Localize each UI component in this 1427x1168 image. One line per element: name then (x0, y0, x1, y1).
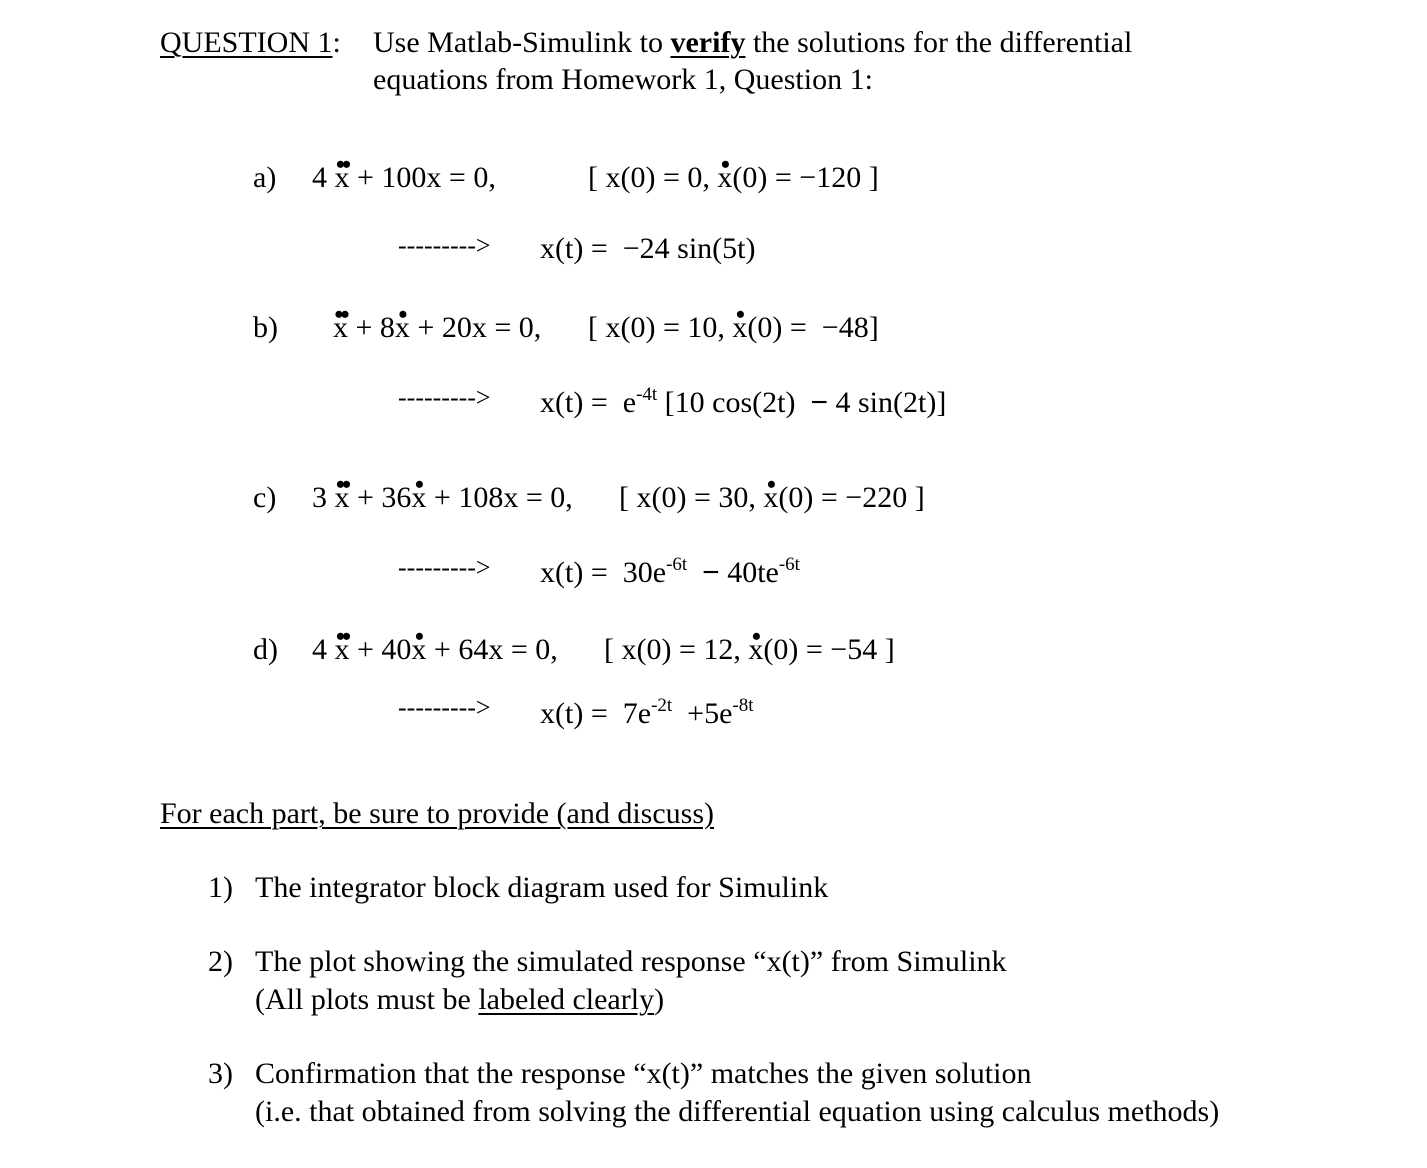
coef-2: 4 (312, 633, 327, 666)
sol-term-b: 40te (719, 556, 779, 589)
question-intro-line2: equations from Homework 1, Question 1: (373, 63, 873, 96)
ic-v0: (0) = (747, 311, 815, 344)
x-dot: • x (411, 635, 426, 665)
ic-x0: [ x(0) = 10, (588, 311, 733, 344)
question-label: QUESTION 1 (160, 26, 333, 59)
intro-emphasis-verify: verify (670, 26, 746, 59)
part-b-solution (540, 385, 946, 418)
sol-e: e (622, 386, 637, 419)
sol-lhs: x(t) = (540, 556, 616, 589)
requirement-2-number: 2) (208, 945, 233, 978)
part-d-solution (540, 696, 754, 729)
ic-v0-value: −48] (821, 311, 879, 344)
sol-lhs: x(t) = (540, 386, 616, 419)
question-header (160, 28, 341, 58)
part-d-letter: d) (253, 633, 278, 666)
part-d-arrow: ---------> (398, 693, 491, 722)
intro-text-pre: Use Matlab-Simulink to (373, 26, 671, 59)
part-c-equation (312, 483, 573, 513)
sol-minus: − (702, 556, 720, 589)
x-double-dot: •• x (333, 313, 348, 343)
part-b-equation (333, 313, 541, 343)
x-dot: • x (395, 313, 410, 343)
x-dot: • x (717, 163, 732, 193)
requirement-1-number: 1) (208, 871, 233, 904)
x-dot: • x (411, 483, 426, 513)
sol-term-b-exponent: -8t (732, 695, 754, 716)
ic-x0: [ x(0) = 0, (588, 161, 718, 194)
note-post: ) (654, 983, 665, 1016)
ic-v0-value: −54 ] (830, 633, 895, 666)
note-underlined: labeled clearly (478, 983, 655, 1016)
ic-v0: (0) = (732, 161, 800, 194)
part-b-initial-conditions (588, 313, 879, 343)
x-double-dot: •• x (335, 635, 350, 665)
sol-term-b-exponent: -6t (778, 554, 800, 575)
part-d-initial-conditions (604, 635, 895, 665)
sol-term-a-exponent: -2t (651, 695, 673, 716)
sol-term-b: +5e (679, 697, 733, 730)
requirement-2-note (255, 985, 664, 1015)
part-b-arrow: ---------> (398, 383, 491, 412)
coef-1: + 36 (349, 481, 412, 514)
part-d-equation (312, 635, 558, 665)
note-pre: (All plots must be (255, 983, 479, 1016)
coef-0: + 20x = 0, (409, 311, 542, 344)
part-b-letter: b) (253, 311, 278, 344)
x-dot: • x (763, 483, 778, 513)
part-a-arrow: ---------> (398, 231, 491, 260)
ic-x0: [ x(0) = 30, (619, 481, 764, 514)
part-a-letter: a) (253, 161, 277, 194)
sol-term-a: 30e (622, 556, 667, 589)
ic-v0-value: −120 ] (799, 161, 879, 194)
coef-2: 4 (312, 161, 327, 194)
part-c-letter: c) (253, 481, 277, 514)
sol-minus: − (810, 386, 828, 419)
sol-term-a-exponent: -6t (666, 554, 688, 575)
requirements-heading: For each part, be sure to provide (and discuss) (160, 797, 715, 830)
coef-0: + 100x = 0, (349, 161, 496, 194)
part-c-solution (540, 555, 800, 588)
requirement-1-text: The integrator block diagram used for Simulink (255, 871, 829, 904)
part-c-arrow: ---------> (398, 553, 491, 582)
x-double-dot: •• x (335, 163, 350, 193)
ic-v0: (0) = (778, 481, 846, 514)
part-a-solution (540, 234, 755, 264)
requirement-3-number: 3) (208, 1057, 233, 1090)
ic-x0: [ x(0) = 12, (604, 633, 749, 666)
sol-lhs: x(t) = (540, 697, 616, 730)
ic-v0: (0) = (763, 633, 831, 666)
part-c-initial-conditions (619, 483, 925, 513)
coef-1: + 40 (349, 633, 412, 666)
coef-1: + 8 (348, 311, 395, 344)
part-a-initial-conditions (588, 163, 879, 193)
ic-v0-value: −220 ] (845, 481, 925, 514)
sol-lhs: x(t) = (540, 232, 616, 265)
sol-term1: [10 cos(2t) (657, 386, 803, 419)
x-dot: • x (748, 635, 763, 665)
requirement-3-note: (i.e. that obtained from solving the differential equation using calculus methods) (255, 1095, 1220, 1128)
coef-0: + 108x = 0, (426, 481, 573, 514)
coef-2: 3 (312, 481, 327, 514)
sol-main: −24 sin(5t) (622, 232, 756, 265)
sol-term-a: 7e (622, 697, 652, 730)
requirement-2-text: The plot showing the simulated response “x(t)” from Simulink (255, 945, 1007, 978)
x-double-dot: •• x (335, 483, 350, 513)
sol-exponent: -4t (636, 384, 658, 405)
requirement-3-text: Confirmation that the response “x(t)” matches the given solution (255, 1057, 1032, 1090)
x-dot: • x (732, 313, 747, 343)
question-intro-line1 (373, 28, 1132, 58)
sol-term2: 4 sin(2t)] (828, 386, 947, 419)
coef-0: + 64x = 0, (426, 633, 558, 666)
part-a-equation (312, 163, 496, 193)
intro-text-post: the solutions for the differential (745, 26, 1133, 59)
question-label-colon: : (332, 26, 341, 59)
